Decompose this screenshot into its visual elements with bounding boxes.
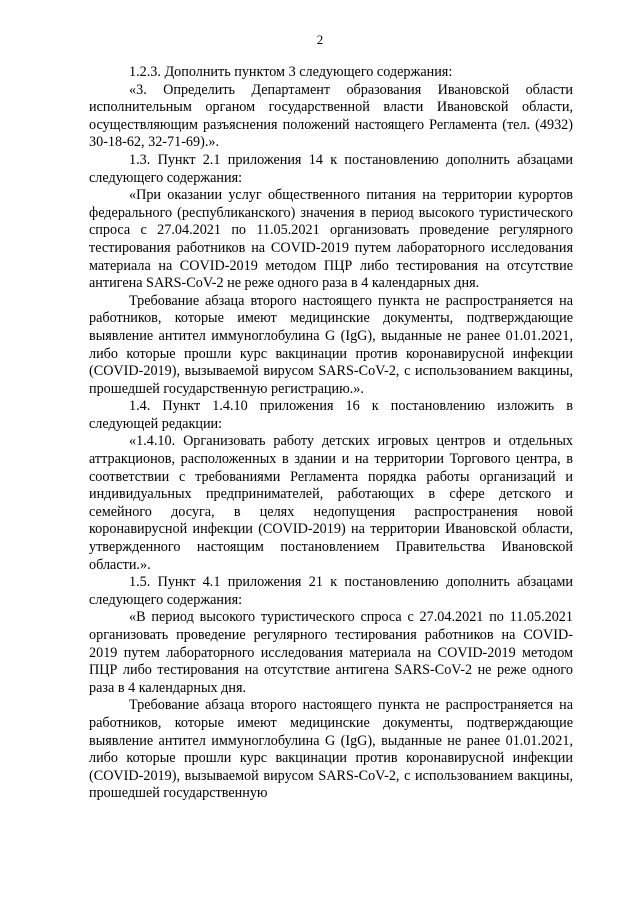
paragraph-tourist-testing: «В период высокого туристического спроса с 27.04.2021 по 11.05.2021 организовать проведение регулярного тестирования работников на COVID-2019 путем лабораторного исследования материала на COVID-2019 методом ПЦР либо тестирования на отсутствие антигена SARS-CoV-2 не реже одного раза в 4 календарных дня. (89, 609, 573, 696)
paragraph-quote-3: «3. Определить Департамент образования Ивановской области исполнительным органом государственной власти Ивановской области, осуществляющим разъяснения положений настоящего Регламента (тел. (4932) 30-18-62, 32-71-69).». (89, 81, 573, 151)
document-body (89, 64, 573, 803)
paragraph-1-2-3: 1.2.3. Дополнить пунктом 3 следующего содержания: (129, 64, 453, 80)
paragraph-exemption-2: Требование абзаца второго настоящего пункта не распространяется на работников, которые имеют медицинские документы, подтверждающие выявление антител иммуноглобулина G (IgG), выданные не ранее 01.01.2021, либо которые прошли курс вакцинации против коронавирусной инфекции (COVID-2019), вызываемой вирусом SARS-CoV-2, с использованием вакцины, прошедшей государственную (89, 697, 573, 802)
paragraph-exemption-1: Требование абзаца второго настоящего пункта не распространяется на работников, которые имеют медицинские документы, подтверждающие выявление антител иммуноглобулина G (IgG), выданные не ранее 01.01.2021, либо которые прошли курс вакцинации против коронавирусной инфекции (COVID-2019), вызываемой вирусом SARS-CoV-2, с использованием вакцины, прошедшей государственную регистрацию.». (89, 292, 573, 397)
paragraph-1-4: 1.4. Пункт 1.4.10 приложения 16 к постановлению изложить в следующей редакции: (89, 398, 573, 432)
paragraph-1-5: 1.5. Пункт 4.1 приложения 21 к постановлению дополнить абзацами следующего содержания: (89, 574, 573, 608)
paragraph-1-4-10: «1.4.10. Организовать работу детских игровых центров и отдельных аттракционов, расположенных в здании и на территории Торгового центра, в соответствии с требованиями Регламента порядка работы организаций и индивидуальных предпринимателей, работающих в сфере детского и семейного досуга, в целях недопущения распространения новой коронавирусной инфекции (COVID-2019) на территории Ивановской области, утвержденного настоящим постановлением Правительства Ивановской области.». (89, 433, 573, 573)
paragraph-catering-testing: «При оказании услуг общественного питания на территории курортов федерального (республиканского) значения в период высокого туристического спроса с 27.04.2021 по 11.05.2021 организовать проведение регулярного тестирования работников на COVID-2019 путем лабораторного исследования материала на COVID-2019 методом ПЦР либо тестирования на отсутствие антигена SARS-CoV-2 не реже одного раза в 4 календарных дня. (89, 187, 573, 292)
page-number: 2 (316, 32, 324, 47)
paragraph-1-3: 1.3. Пункт 2.1 приложения 14 к постановлению дополнить абзацами следующего содержания: (89, 151, 573, 186)
